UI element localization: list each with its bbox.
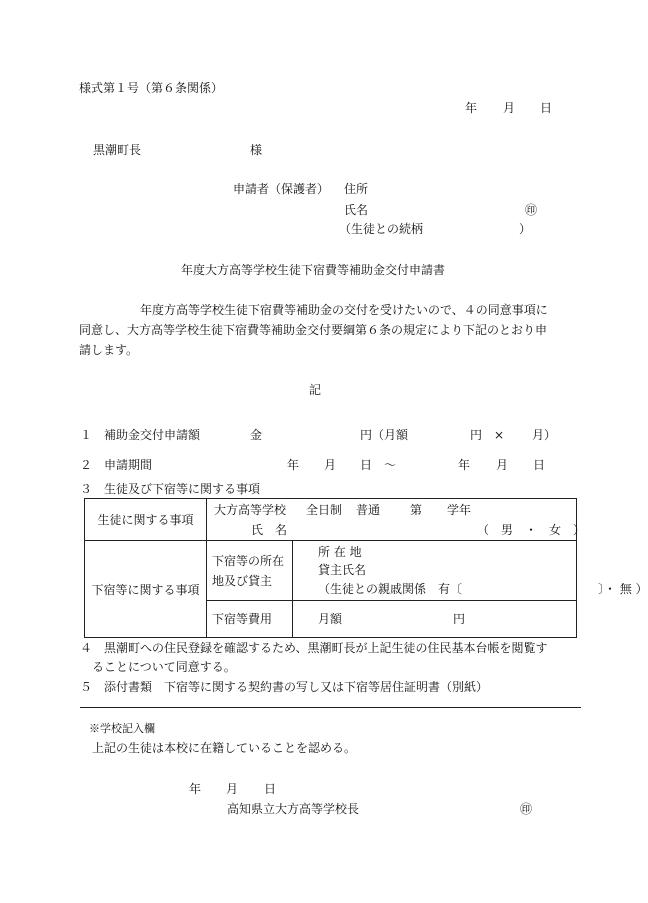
landlord-relation: （生徒との親戚関係 有〔 <box>318 582 463 596</box>
applicant-name-label: 氏名 <box>344 203 369 217</box>
fee-detail-cell <box>293 601 577 638</box>
document-title: 年度大方高等学校生徒下宿費等補助金交付申請書 <box>181 263 446 277</box>
item1-yen-monthly: 円（月額 <box>360 428 409 442</box>
form-number: 様式第１号（第６条関係） <box>79 81 224 95</box>
school-seal-mark: ㊞ <box>520 802 533 816</box>
lodging-address-label: 所 在 地 <box>318 545 362 559</box>
fee-monthly-label: 月額 <box>318 612 343 626</box>
applicant-label: 申請者（保護者） <box>233 182 330 196</box>
school-statement: 上記の生徒は本校に在籍していることを認める。 <box>92 741 357 755</box>
item2-month2: 月 <box>496 458 509 472</box>
landlord-relation-end: 〕・ 無 ） <box>598 582 648 596</box>
item1-months: 月） <box>532 428 557 442</box>
item2-day2: 日 <box>533 458 546 472</box>
date-year: 年 <box>465 101 478 115</box>
landlord-name-label: 貸主氏名 <box>318 563 367 577</box>
student-header-label: 生徒に関する事項 <box>97 513 194 527</box>
item2-number: ２ <box>80 458 93 472</box>
item2-year1: 年 <box>287 458 300 472</box>
item3-number: ３ <box>80 482 93 496</box>
school-principal: 高知県立大方高等学校長 <box>227 802 360 816</box>
lodging-info-table <box>84 498 648 638</box>
applicant-seal-mark: ㊞ <box>525 203 538 217</box>
item3-label: 生徒及び下宿等に関する事項 <box>104 482 261 496</box>
addressee-honorific: 様 <box>250 143 263 157</box>
item1-label: 補助金交付申請額 <box>104 428 201 442</box>
item1-yen-times: 円 × <box>470 428 505 442</box>
body-line-2: 同意し、大方高等学校生徒下宿費等補助金交付要綱第６条の規定により下記のとおり申 <box>79 323 548 337</box>
addressee-name: 黒潮町長 <box>93 143 142 157</box>
item2-year2: 年 <box>458 458 471 472</box>
item5-text: 下宿等に関する契約書の写し又は下宿等居住証明書（別紙） <box>164 680 489 694</box>
fee-yen: 円 <box>453 612 466 626</box>
student-name-label: 氏 名 <box>251 523 288 537</box>
fee-label: 下宿等費用 <box>212 612 273 626</box>
section-divider <box>80 707 581 708</box>
location-detail-cell <box>293 541 648 601</box>
applicant-relation-close: ） <box>519 222 532 236</box>
item4-number: ４ <box>80 641 93 655</box>
location-label-line2: 地及び貸主 <box>212 574 273 588</box>
item4-line-2: ることについて同意する。 <box>92 660 236 674</box>
item1-kin: 金 <box>250 428 263 442</box>
school-section-heading: ※学校記入欄 <box>89 722 155 735</box>
item2-label: 申請期間 <box>104 458 153 472</box>
student-type: 普通 <box>356 503 381 517</box>
school-date-month: 月 <box>226 782 239 796</box>
date-day: 日 <box>540 101 553 115</box>
body-line-1: 年度方高等学校生徒下宿費等補助金の交付を受けたいので、４の同意事項に <box>140 303 548 317</box>
item2-month1: 月 <box>324 458 337 472</box>
student-school: 大方高等学校 <box>214 503 287 517</box>
date-month: 月 <box>503 101 516 115</box>
body-line-3: 請します。 <box>79 343 139 357</box>
item5-number: ５ <box>80 680 93 694</box>
student-header-cell <box>85 499 207 541</box>
item2-day1: 日 ～ <box>360 458 397 472</box>
ki-heading: 記 <box>309 383 322 397</box>
student-dai: 第 <box>410 503 423 517</box>
student-grade: 学年 <box>447 503 472 517</box>
student-gender: （ 男 ・ 女 ） <box>477 523 586 537</box>
lodging-header-cell <box>85 541 207 638</box>
student-course: 全日制 <box>306 503 343 517</box>
location-label-line1: 下宿等の所在 <box>212 554 285 568</box>
school-date-day: 日 <box>264 782 277 796</box>
fee-label-cell <box>207 601 293 638</box>
item5-label: 添付書類 <box>104 680 153 694</box>
school-date-year: 年 <box>189 782 202 796</box>
applicant-relation-open: （生徒との続柄 <box>339 222 424 236</box>
lodging-header-label: 下宿等に関する事項 <box>91 582 200 597</box>
item4-line-1: 黒潮町への住民登録を確認するため、黒潮町長が上記生徒の住民基本台帳を閲覧す <box>104 641 548 655</box>
applicant-address-label: 住所 <box>344 182 369 196</box>
location-label-cell <box>207 541 293 601</box>
item1-number: １ <box>80 428 93 442</box>
student-info-cell <box>207 499 586 541</box>
